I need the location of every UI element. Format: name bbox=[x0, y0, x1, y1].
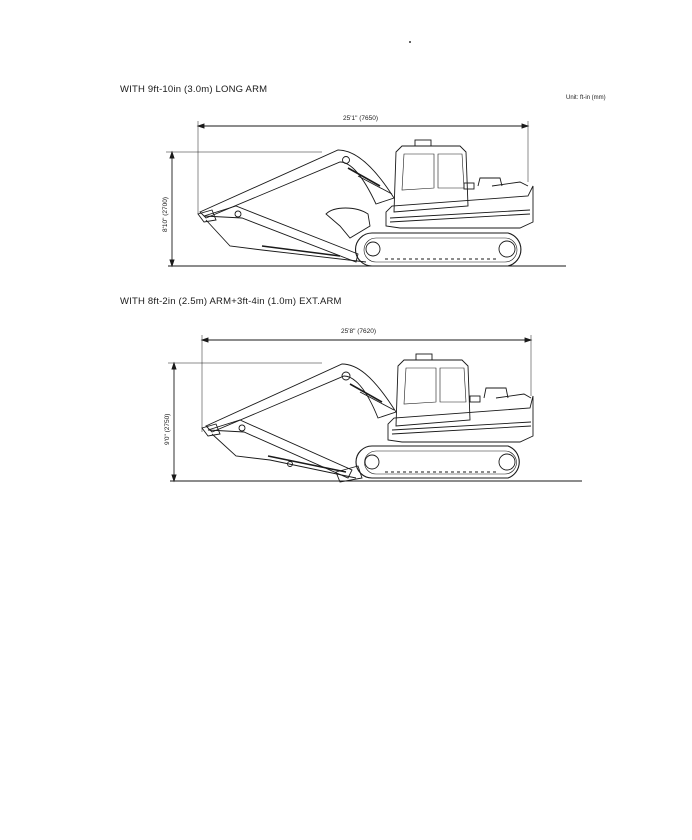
figure-2-heading: WITH 8ft-2in (2.5m) ARM+3ft-4in (1.0m) EXT.ARM bbox=[120, 296, 342, 307]
figure-2-height-dimension: 9'0" (2750) bbox=[164, 413, 171, 445]
figure-1-height-dimension: 8'10" (2700) bbox=[162, 197, 169, 232]
unit-label: Unit: ft-in (mm) bbox=[566, 95, 606, 101]
figure-1-excavator-drawing bbox=[166, 121, 566, 266]
figure-2-arm bbox=[208, 420, 356, 478]
figure-1-length-dimension: 25'1" (7650) bbox=[343, 115, 378, 122]
figure-2-upper-structure bbox=[388, 388, 533, 442]
figure-2-length-dimension: 25'8" (7620) bbox=[341, 328, 376, 335]
figure-1-upper-structure bbox=[386, 178, 533, 228]
figure-2-excavator-drawing bbox=[168, 335, 582, 482]
figure-1-crawler-track bbox=[356, 233, 521, 266]
figure-1-bucket bbox=[198, 208, 370, 238]
figure-2-length-dimension-line bbox=[202, 335, 531, 432]
figure-2-crawler-track bbox=[356, 446, 519, 478]
figure-1-heading: WITH 9ft-10in (3.0m) LONG ARM bbox=[120, 84, 268, 95]
figure-1-arm bbox=[204, 206, 366, 262]
